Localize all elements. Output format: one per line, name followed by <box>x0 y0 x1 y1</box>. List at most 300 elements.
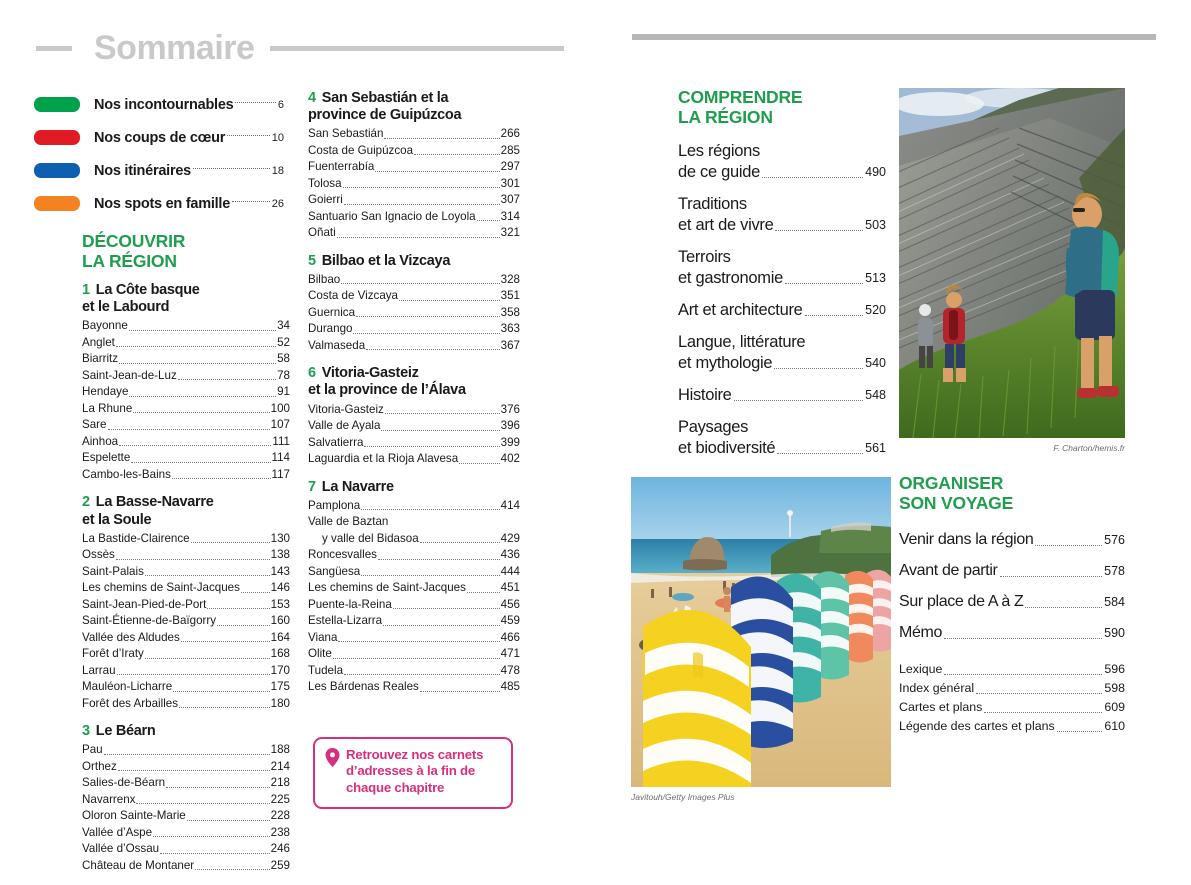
legend-item-incontournables[interactable] <box>34 88 284 121</box>
toc-entry[interactable] <box>82 679 290 696</box>
leader-dots <box>133 412 269 413</box>
legend-item-spots-en-famille[interactable] <box>34 187 284 220</box>
legend-list <box>34 88 284 220</box>
toc-entry[interactable] <box>308 663 520 680</box>
leader-dots <box>420 542 500 543</box>
toc-entry-page: 78 <box>277 368 290 382</box>
comprendre-entry-line1: Langue, littérature <box>678 333 806 352</box>
toc-entry[interactable] <box>308 597 520 614</box>
toc-entry[interactable] <box>82 368 290 385</box>
toc-entry[interactable] <box>308 646 520 663</box>
toc-entry-label: Anglet <box>82 335 115 349</box>
leader-dots <box>459 463 499 464</box>
toc-entry-label: Santuario San Ignacio de Loyola <box>308 209 476 223</box>
annex-entry-page: 598 <box>1104 681 1125 695</box>
toc-entry[interactable] <box>82 792 290 809</box>
toc-entry-page: 451 <box>500 581 520 595</box>
toc-entry-label: La Bastide-Clairence <box>82 531 190 545</box>
organiser-heading-line2: SON VOYAGE <box>899 492 1014 513</box>
leader-dots <box>136 803 269 804</box>
chapter-heading <box>308 90 520 124</box>
legend-label: Nos incontournables <box>94 96 234 113</box>
leader-dots <box>762 177 863 178</box>
toc-entry-page: 266 <box>500 127 520 141</box>
toc-entry-label: Viana <box>308 630 338 644</box>
organiser-entry-page: 584 <box>1104 595 1125 610</box>
chapter-title-line1: La Basse-Navarre <box>95 494 214 511</box>
chapter-heading <box>308 365 520 399</box>
comprendre-entry-page: 561 <box>865 441 886 456</box>
leader-dots <box>1000 576 1103 577</box>
legend-label: Nos coups de cœur <box>94 129 226 146</box>
leader-dots <box>153 836 270 837</box>
toc-entry-page: 414 <box>500 498 520 512</box>
toc-entry-label: Costa de Guipúzcoa <box>308 143 414 157</box>
header-rule-right <box>270 46 564 51</box>
toc-entry[interactable] <box>82 351 290 368</box>
leader-dots <box>805 315 864 316</box>
leader-dots <box>207 608 269 609</box>
leader-dots <box>341 283 499 284</box>
comprendre-heading-line2: LA RÉGION <box>678 106 773 127</box>
sommaire-header <box>36 28 564 68</box>
leader-dots <box>1057 731 1103 732</box>
toc-entry[interactable] <box>308 679 520 696</box>
toc-entry-page: 111 <box>272 434 290 448</box>
toc-entry-page: 52 <box>277 335 290 349</box>
toc-entry[interactable] <box>82 401 290 418</box>
toc-entry[interactable] <box>82 564 290 581</box>
chapter-block-6 <box>308 365 520 467</box>
leader-dots <box>191 542 270 543</box>
toc-entry[interactable] <box>82 841 290 858</box>
toc-entry[interactable] <box>82 858 290 875</box>
leader-dots <box>338 641 499 642</box>
toc-entry[interactable] <box>308 143 520 160</box>
legend-swatch-coups-de-coeur <box>34 130 80 145</box>
organiser-entry-label: Mémo <box>899 624 943 642</box>
leader-dots <box>384 138 499 139</box>
callout-line-3: chaque chapitre <box>346 779 445 795</box>
toc-entry[interactable] <box>82 663 290 680</box>
chapter-number: 7 <box>308 478 316 495</box>
leader-dots <box>118 770 270 771</box>
legend-page-number: 6 <box>277 98 284 111</box>
organiser-son-voyage-section <box>899 474 1125 653</box>
toc-entry-page: 471 <box>500 647 520 661</box>
leader-dots <box>117 674 270 675</box>
legend-item-itineraires[interactable] <box>34 154 284 187</box>
toc-entry[interactable] <box>308 498 520 515</box>
legend-page-number: 26 <box>271 197 284 210</box>
organiser-entry[interactable] <box>899 560 1125 582</box>
toc-entry-label: Sangüesa <box>308 564 361 578</box>
toc-entry-label: Mauléon-Licharre <box>82 680 173 694</box>
toc-entry-page: 58 <box>277 352 290 366</box>
legend-label: Nos spots en famille <box>94 195 231 212</box>
comprendre-entry-line2: de ce guide <box>678 163 761 182</box>
leader-dots <box>166 787 270 788</box>
toc-entry-page: 214 <box>270 759 290 773</box>
toc-entry[interactable] <box>82 335 290 352</box>
toc-entry[interactable] <box>82 580 290 597</box>
annex-entry[interactable] <box>899 717 1125 736</box>
chapter-title-line1: Le Béarn <box>95 723 156 740</box>
toc-entry-label: Tolosa <box>308 176 342 190</box>
chapter-number: 2 <box>82 494 90 511</box>
toc-entry-label: Forêt des Arbailles <box>82 696 179 710</box>
organiser-entry-page: 578 <box>1104 564 1125 579</box>
leader-dots <box>129 396 276 397</box>
toc-entry-label: Puente-la-Reina <box>308 597 392 611</box>
annex-entry[interactable] <box>899 679 1125 698</box>
toc-entry[interactable] <box>308 613 520 630</box>
toc-entry[interactable] <box>82 318 290 335</box>
section-heading-decouvrir <box>82 232 290 271</box>
toc-entry[interactable] <box>308 580 520 597</box>
legend-swatch-itineraires <box>34 163 80 178</box>
comprendre-entry[interactable] <box>678 194 886 236</box>
toc-entry-label: Sare <box>82 418 107 432</box>
leader-dots <box>173 691 269 692</box>
leader-dots <box>378 559 500 560</box>
toc-entry-label: Vitoria-Gasteiz <box>308 402 384 416</box>
toc-entry[interactable] <box>82 775 290 792</box>
leader-dots <box>353 333 499 334</box>
toc-entry-label: Valmaseda <box>308 338 366 352</box>
toc-entry[interactable] <box>82 450 290 467</box>
toc-entry-page: 466 <box>500 630 520 644</box>
toc-entry-label: Durango <box>308 322 353 336</box>
toc-entry-page: 328 <box>500 272 520 286</box>
toc-entry-label: Valle de Baztan <box>308 515 389 529</box>
chapter-block-5 <box>308 253 520 355</box>
leader-dots <box>477 220 500 221</box>
comprendre-entry-page: 513 <box>865 271 886 286</box>
toc-entry[interactable] <box>82 808 290 825</box>
leader-dots <box>375 171 499 172</box>
leader-dots <box>119 363 276 364</box>
toc-entry-page: 180 <box>270 696 290 710</box>
leader-dots <box>119 445 271 446</box>
toc-entry-page: 297 <box>500 160 520 174</box>
toc-entry[interactable] <box>82 742 290 759</box>
chapter-title-line1: San Sebastián et la <box>321 90 449 106</box>
toc-entry[interactable] <box>308 531 520 548</box>
leader-dots <box>193 168 270 169</box>
toc-entry-label: Hendaye <box>82 385 129 399</box>
leader-dots <box>414 154 500 155</box>
callout-line-2: d’adresses à la fin de <box>346 763 476 779</box>
toc-entry-label: Goierri <box>308 193 343 207</box>
toc-entry[interactable] <box>308 305 520 322</box>
toc-entry-page: 246 <box>270 842 290 856</box>
comprendre-entry-page: 503 <box>865 218 886 233</box>
organiser-heading-line1: ORGANISER <box>899 473 1004 493</box>
toc-entry-page: 396 <box>500 419 520 433</box>
toc-column-2 <box>308 90 520 707</box>
photo-credit-top: F. Charton/hemis.fr <box>1053 443 1125 453</box>
leader-dots <box>108 429 270 430</box>
chapter-title-line1: Vitoria-Gasteiz <box>321 365 419 382</box>
chapter-heading <box>308 479 520 496</box>
leader-dots <box>217 625 270 626</box>
photo-flysch-hikers <box>899 88 1125 438</box>
comprendre-entry-line2: et gastronomie <box>678 269 783 288</box>
leader-dots <box>178 379 276 380</box>
section-heading-line1: DÉCOUVRIR <box>82 231 186 251</box>
callout-line-1: Retrouvez nos carnets <box>346 747 484 762</box>
toc-entry-label: Saint-Palais <box>82 564 144 578</box>
legend-item-coups-de-coeur[interactable] <box>34 121 284 154</box>
annex-entry[interactable] <box>899 698 1125 717</box>
leader-dots <box>344 204 500 205</box>
organiser-entry-label: Sur place de A à Z <box>899 593 1024 611</box>
toc-entry-label: Roncesvalles <box>308 548 377 562</box>
toc-entry[interactable] <box>82 646 290 663</box>
toc-entry-label: Les chemins de Saint-Jacques <box>308 581 466 595</box>
leader-dots <box>399 300 500 301</box>
annex-entry-label: Index général <box>899 681 975 695</box>
toc-entry[interactable] <box>308 418 520 435</box>
callout-text <box>346 747 483 796</box>
toc-entry-page: 285 <box>500 143 520 157</box>
carnets-adresses-callout <box>313 737 513 809</box>
section-heading-line2: LA RÉGION <box>82 250 177 271</box>
chapter-title-line1: La Côte basque <box>95 282 200 299</box>
toc-entry-page: 168 <box>270 647 290 661</box>
annex-entry-label: Légende des cartes et plans <box>899 719 1055 733</box>
comprendre-entry[interactable] <box>678 300 886 321</box>
comprendre-entry-line2: Art et architecture <box>678 301 803 320</box>
toc-entry-label: Tudela <box>308 663 344 677</box>
toc-entry-label: Biarritz <box>82 352 119 366</box>
toc-entry-label: Bilbao <box>308 272 341 286</box>
organiser-entry-label: Avant de partir <box>899 562 998 580</box>
leader-dots <box>1025 607 1102 608</box>
leader-dots <box>775 230 863 231</box>
comprendre-la-region-section <box>678 88 886 470</box>
toc-entry-label: Bayonne <box>82 319 128 333</box>
leader-dots <box>232 201 270 202</box>
toc-entry[interactable] <box>308 192 520 209</box>
organiser-entry[interactable] <box>899 529 1125 551</box>
photo-credit-bottom: Javitouh/Getty Images Plus <box>631 792 735 802</box>
chapter-heading <box>82 494 290 528</box>
toc-entry-page: 351 <box>500 289 520 303</box>
organiser-entry[interactable] <box>899 622 1125 644</box>
leader-dots <box>420 691 500 692</box>
leader-dots <box>227 135 270 136</box>
toc-entry[interactable] <box>82 759 290 776</box>
comprendre-entry[interactable] <box>678 247 886 289</box>
leader-dots <box>777 453 863 454</box>
toc-entry[interactable] <box>82 597 290 614</box>
header-rule-left <box>36 46 72 51</box>
chapter-title-line1: La Navarre <box>321 478 394 495</box>
toc-entry[interactable] <box>308 435 520 452</box>
leader-dots <box>1035 545 1102 546</box>
toc-entry[interactable] <box>308 288 520 305</box>
toc-entry[interactable] <box>308 514 520 531</box>
organiser-entry-page: 576 <box>1104 533 1125 548</box>
toc-entry-label: Ossès <box>82 548 115 562</box>
toc-entry-page: 376 <box>500 402 520 416</box>
annex-entry-page: 610 <box>1104 719 1125 733</box>
leader-dots <box>145 658 270 659</box>
comprendre-entry-page: 490 <box>865 165 886 180</box>
toc-entry-page: 399 <box>500 435 520 449</box>
comprendre-entry[interactable] <box>678 141 886 183</box>
toc-entry[interactable] <box>308 126 520 143</box>
annex-entry-page: 609 <box>1104 700 1125 714</box>
comprendre-entry-line2: et art de vivre <box>678 216 774 235</box>
leader-dots <box>241 592 270 593</box>
annex-list <box>899 660 1125 736</box>
toc-entry[interactable] <box>308 176 520 193</box>
toc-entry-label: Estella-Lizarra <box>308 614 383 628</box>
toc-entry-label: Pau <box>82 743 103 757</box>
chapter-number: 4 <box>308 90 316 106</box>
toc-entry-label: Olite <box>308 647 332 661</box>
leader-dots <box>366 349 500 350</box>
toc-entry-page: 301 <box>500 176 520 190</box>
toc-entry-page: 485 <box>500 680 520 694</box>
legend-page-number: 18 <box>271 164 284 177</box>
toc-entry-page: 107 <box>270 418 290 432</box>
chapter-block-3 <box>82 723 290 874</box>
map-pin-icon <box>325 748 340 772</box>
toc-entry-page: 259 <box>270 858 290 872</box>
chapter-heading <box>82 723 290 740</box>
toc-entry[interactable] <box>82 547 290 564</box>
toc-entry[interactable] <box>308 159 520 176</box>
chapter-number: 6 <box>308 365 316 382</box>
toc-entry[interactable] <box>82 467 290 484</box>
organiser-entry[interactable] <box>899 591 1125 613</box>
toc-entry[interactable] <box>82 696 290 713</box>
leader-dots <box>337 237 500 238</box>
leader-dots <box>734 400 864 401</box>
toc-entry-page: 238 <box>270 825 290 839</box>
toc-entry-page: 188 <box>270 743 290 757</box>
toc-entry[interactable] <box>308 225 520 242</box>
leader-dots <box>385 413 500 414</box>
leader-dots <box>364 446 499 447</box>
comprendre-entry[interactable] <box>678 385 886 406</box>
toc-entry-page: 117 <box>271 467 290 481</box>
toc-entry-label: Salvatierra <box>308 435 364 449</box>
toc-entry[interactable] <box>82 613 290 630</box>
toc-entry-label: Saint-Étienne-de-Baïgorry <box>82 614 217 628</box>
toc-entry[interactable] <box>308 402 520 419</box>
leader-dots <box>344 674 500 675</box>
chapter-title-line2: et la province de l’Álava <box>308 382 466 399</box>
section-heading-comprendre <box>678 88 886 127</box>
comprendre-entry[interactable] <box>678 332 886 374</box>
leader-dots <box>356 316 500 317</box>
right-page <box>600 0 1191 842</box>
toc-entry-page: 218 <box>270 776 290 790</box>
toc-entry[interactable] <box>308 630 520 647</box>
chapter-title-line2: province de Guipúzcoa <box>308 107 462 124</box>
toc-entry[interactable] <box>308 547 520 564</box>
toc-entry-label: Forêt d’Iraty <box>82 647 144 661</box>
chapter-title-line2: et la Soule <box>82 511 152 528</box>
toc-entry[interactable] <box>308 338 520 355</box>
leader-dots <box>116 346 276 347</box>
toc-entry-label: Guernica <box>308 305 356 319</box>
toc-entry-page: 164 <box>270 630 290 644</box>
comprendre-heading-line1: COMPRENDRE <box>678 87 803 107</box>
comprendre-entry[interactable] <box>678 417 886 459</box>
toc-entry-page: 321 <box>500 226 520 240</box>
comprendre-entry-line2: Histoire <box>678 386 732 405</box>
leader-dots <box>984 712 1102 713</box>
toc-entry[interactable] <box>82 825 290 842</box>
toc-entry-page: 429 <box>500 531 520 545</box>
chapter-title-line2: et le Labourd <box>82 299 170 316</box>
toc-entry-label: Orthez <box>82 759 117 773</box>
toc-entry-page: 228 <box>270 809 290 823</box>
legend-page-number: 10 <box>271 131 284 144</box>
comprendre-entry-line1: Paysages <box>678 418 749 437</box>
toc-entry-label: Larrau <box>82 663 116 677</box>
toc-entry[interactable] <box>308 451 520 468</box>
comprendre-entry-line2: et mythologie <box>678 354 773 373</box>
leader-dots <box>383 625 500 626</box>
toc-entry[interactable] <box>308 209 520 226</box>
toc-entry-page: 307 <box>500 193 520 207</box>
organiser-entry-label: Venir dans la région <box>899 531 1034 549</box>
leader-dots <box>116 559 270 560</box>
toc-entry[interactable] <box>308 564 520 581</box>
toc-entry-label: Cambo-les-Bains <box>82 467 171 481</box>
leader-dots <box>785 283 863 284</box>
toc-entry-page: 444 <box>500 564 520 578</box>
toc-entry-page: 314 <box>500 209 520 223</box>
toc-entry[interactable] <box>308 321 520 338</box>
toc-entry[interactable] <box>82 531 290 548</box>
leader-dots <box>361 575 499 576</box>
toc-entry-label: y valle del Bidasoa <box>322 531 419 545</box>
toc-entry[interactable] <box>82 434 290 451</box>
toc-entry[interactable] <box>82 630 290 647</box>
toc-entry-page: 130 <box>270 531 290 545</box>
left-page <box>0 0 600 872</box>
legend-label: Nos itinéraires <box>94 162 191 179</box>
leader-dots <box>160 853 270 854</box>
annex-entry[interactable] <box>899 660 1125 679</box>
comprendre-entry-page: 548 <box>865 388 886 403</box>
toc-entry[interactable] <box>308 272 520 289</box>
toc-entry-page: 34 <box>277 319 290 333</box>
annex-entry-page: 596 <box>1104 662 1125 676</box>
leader-dots <box>129 330 276 331</box>
toc-column-1 <box>82 232 290 885</box>
toc-entry[interactable] <box>82 384 290 401</box>
toc-entry-label: Saint-Jean-de-Luz <box>82 368 177 382</box>
page-title: Sommaire <box>94 29 255 67</box>
toc-entry-label: Salies-de-Béarn <box>82 776 166 790</box>
chapter-number: 3 <box>82 723 90 740</box>
toc-entry-label: San Sebastián <box>308 127 384 141</box>
toc-entry-page: 114 <box>271 451 290 465</box>
chapter-block-4 <box>308 90 520 242</box>
chapter-block-1 <box>82 282 290 483</box>
legend-swatch-spots-en-famille <box>34 196 80 211</box>
toc-entry[interactable] <box>82 417 290 434</box>
